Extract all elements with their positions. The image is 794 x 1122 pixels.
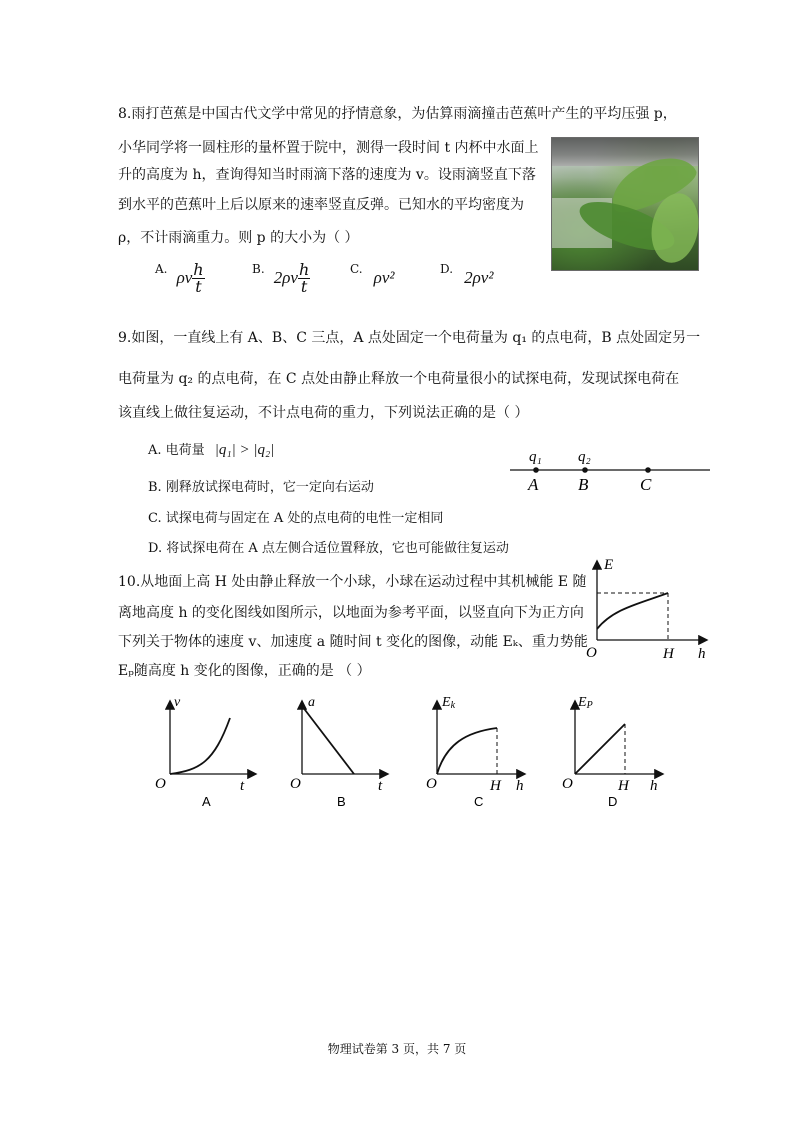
q10-line-4: Eₚ随高度 h 变化的图像，正确的是 （ ） bbox=[118, 663, 371, 679]
q9-line-1: 9.如图，一直线上有 A、B、C 三点，A 点处固定一个电荷量为 q₁ 的点电荷，B 点处固定另一 bbox=[118, 330, 701, 346]
page-footer: 物理试卷第 3 页，共 7 页 bbox=[327, 1042, 467, 1056]
q9-option-b[interactable]: B. 刚释放试探电荷时，它一定向右运动 bbox=[148, 480, 374, 495]
q9-line-diagram bbox=[505, 445, 715, 500]
q8-option-b[interactable]: $^{B.}$ 2ρv $\frac{h}{t}$ bbox=[252, 260, 310, 296]
q10-option-b-graph[interactable] bbox=[282, 692, 394, 812]
svg-text:E: E bbox=[604, 557, 614, 573]
svg-text:t: t bbox=[378, 778, 383, 794]
q10-energy-graph bbox=[578, 552, 716, 664]
svg-text:a: a bbox=[308, 695, 315, 710]
svg-text:h: h bbox=[650, 778, 658, 794]
q8-line-1: 8.雨打芭蕉是中国古代文学中常见的抒情意象，为估算雨滴撞击芭蕉叶产生的平均压强 p， bbox=[118, 106, 677, 122]
label-q1: q₁ bbox=[529, 449, 542, 465]
svg-text:O: O bbox=[426, 776, 437, 792]
svg-text:t: t bbox=[240, 778, 245, 794]
q9-option-a[interactable]: A. 电荷量 |q₁| > |q₂| bbox=[148, 442, 275, 458]
q8-option-c[interactable]: $^{C.}$ ρv² bbox=[350, 262, 395, 287]
svg-text:v: v bbox=[174, 695, 181, 710]
q9-line-3: 该直线上做往复运动，不计点电荷的重力，下列说法正确的是（ ） bbox=[118, 405, 529, 421]
q8-line-5: ρ，不计雨滴重力。则 p 的大小为（ ） bbox=[118, 230, 359, 246]
svg-text:H: H bbox=[490, 778, 501, 794]
option-d-label: D bbox=[608, 794, 618, 809]
svg-text:O: O bbox=[155, 776, 166, 792]
svg-text:Ek: Ek bbox=[442, 695, 456, 711]
svg-text:O: O bbox=[586, 645, 597, 661]
banana-leaf-photo bbox=[551, 137, 699, 271]
point-c-dot bbox=[645, 467, 651, 473]
q9-option-d[interactable]: D. 将试探电荷在 A 点左侧合适位置释放，它也可能做往复运动 bbox=[148, 541, 509, 556]
point-b-dot bbox=[582, 467, 588, 473]
label-b: B bbox=[578, 475, 589, 494]
q10-line-2: 离地高度 h 的变化图线如图所示，以地面为参考平面，以竖直向下为正方向 bbox=[118, 605, 584, 621]
q8-line-2: 小华同学将一圆柱形的量杯置于院中，测得一段时间 t 内杯中水面上 bbox=[118, 140, 539, 156]
q10-option-a-graph[interactable] bbox=[150, 692, 262, 812]
q9-line-2: 电荷量为 q₂ 的点电荷，在 C 点处由静止释放一个电荷量很小的试探电荷，发现试探电荷在 bbox=[118, 371, 680, 387]
svg-text:O: O bbox=[290, 776, 301, 792]
svg-text:H: H bbox=[663, 646, 674, 662]
velocity-curve bbox=[170, 718, 230, 774]
kinetic-energy-curve bbox=[437, 728, 497, 774]
q9-option-c[interactable]: C. 试探电荷与固定在 A 处的点电荷的电性一定相同 bbox=[148, 511, 444, 526]
option-c-label: C bbox=[474, 794, 484, 809]
svg-text:O: O bbox=[562, 776, 573, 792]
q8-line-3: 升的高度为 h，查询得知当时雨滴下落的速度为 v。设雨滴竖直下落 bbox=[118, 167, 536, 183]
label-c: C bbox=[640, 475, 652, 494]
option-a-label: A bbox=[202, 794, 211, 809]
acceleration-line bbox=[302, 706, 354, 774]
potential-energy-line bbox=[575, 724, 625, 774]
svg-text:H: H bbox=[618, 778, 629, 794]
option-b-label: B bbox=[337, 794, 346, 809]
svg-text:h: h bbox=[698, 646, 706, 662]
point-a-dot bbox=[533, 467, 539, 473]
label-q2: q₂ bbox=[578, 449, 591, 465]
svg-text:h: h bbox=[516, 778, 524, 794]
q10-line-1: 10.从地面上高 H 处由静止释放一个小球，小球在运动过程中其机械能 E 随 bbox=[118, 574, 587, 590]
q8-line-4: 到水平的芭蕉叶上后以原来的速率竖直反弹。已知水的平均密度为 bbox=[118, 197, 524, 213]
q10-option-c-graph[interactable] bbox=[420, 692, 532, 812]
q8-option-d[interactable]: $^{D.}$ 2ρv² bbox=[440, 262, 494, 287]
label-a: A bbox=[528, 475, 539, 494]
q10-option-d-graph[interactable] bbox=[558, 692, 670, 812]
energy-curve bbox=[597, 593, 668, 629]
q10-line-3: 下列关于物体的速度 v、加速度 a 随时间 t 变化的图像，动能 Eₖ、重力势能 bbox=[118, 634, 588, 650]
svg-text:EP: EP bbox=[578, 695, 593, 711]
q8-option-a[interactable]: $^{A.}$ ρv $\frac{h}{t}$ bbox=[155, 260, 204, 296]
